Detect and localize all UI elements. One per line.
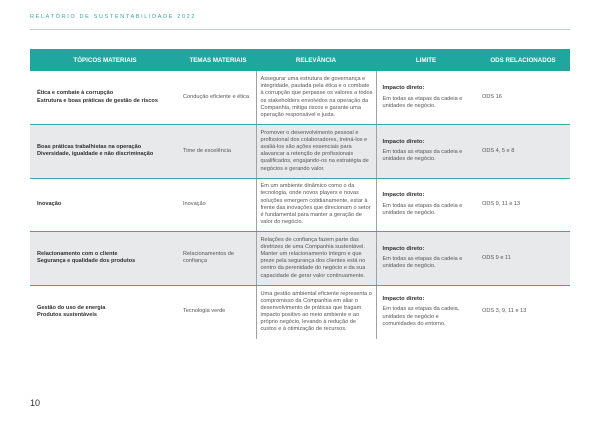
limite-heading: Impacto direto: <box>382 245 425 252</box>
header-divider <box>30 29 570 30</box>
column-header-temas: TEMAS MATERIAIS <box>180 49 256 71</box>
tema-cell: Condução eficiente e ética <box>180 71 256 125</box>
ods-cell: ODS 16 <box>476 71 570 125</box>
limite-text: Em todas as etapas da cadeia e unidades de negócio. <box>382 256 463 270</box>
limite-heading: Impacto direto: <box>382 138 425 145</box>
limite-text: Em todas as etapas da cadeia, unidades de negócio e comunidades do entorno. <box>382 306 460 327</box>
ods-cell: ODS 9 e 11 <box>476 232 570 286</box>
relevancia-cell <box>256 232 376 286</box>
limite-cell <box>376 178 476 232</box>
relevancia-cell <box>256 71 376 125</box>
topic-label: Ética e combate à corrupção <box>37 90 114 97</box>
tema-cell: Tecnologia verde <box>183 308 226 315</box>
relevancia-text: Promover o desenvolvimento pessoal e profissional dos colaboradores, treiná-los e avaliá-los são ações essenciais para alavancar a retenção de profissionais qualificados, engajando-os na estratégia de negócios e gerando valor. <box>260 129 369 172</box>
tema-cell: Relacionamentos de confiança <box>180 232 256 286</box>
topic-label: Inovação <box>37 201 62 208</box>
topic-label: Boas práticas trabalhistas na operação <box>37 144 142 151</box>
topic-cell <box>30 71 180 125</box>
topic-cell <box>30 285 180 339</box>
limite-cell <box>376 232 476 286</box>
topic-label: Estrutura e boas práticas de gestão de riscos <box>37 97 158 104</box>
column-header-limite: LIMITE <box>376 49 476 71</box>
column-header-relevancia: RELEVÂNCIA <box>256 49 376 71</box>
tema-cell: Inovação <box>180 178 256 232</box>
limite-cell <box>376 285 476 339</box>
relevancia-text: Relações de confiança fazem parte das diretrizes de uma Companhia sustentável. Manter um relacionamento íntegro e que preze pela segurança dos clientes está no centro da perenidade do negócio e da sua capacidade de gerar valor continuamente. <box>260 236 366 279</box>
relevancia-text: Assegurar uma estrutura de governança e integridade, pautada pela ética e o combate à corrupção que perpasse os valores a todos os stakeholders envolvidos na operação da Companhia, mitiga riscos e garante uma operação responsável e justa. <box>260 76 373 118</box>
material-topics-table <box>30 49 570 339</box>
topic-label: Diversidade, igualdade e não discriminação <box>37 151 154 158</box>
topic-label: Produtos sustentáveis <box>37 312 97 318</box>
limite-heading: Impacto direto: <box>382 296 425 303</box>
relevancia-text: Uma gestão ambiental eficiente representa o compromisso da Companhia em aliar o desenvolvimento de práticas que tragam impacto positivo ao meio ambiente e ao próprio negócio, levando à redução de custos e à otimização de recursos. <box>260 290 372 333</box>
topic-label: Relacionamento com o cliente <box>37 251 118 258</box>
ods-cell: ODS 4, 5 e 8 <box>476 125 570 179</box>
limite-text: Em todas as etapas da cadeia e unidades de negócio. <box>382 202 463 216</box>
table-header-row <box>30 49 570 71</box>
topic-label: Segurança e qualidade dos produtos <box>37 258 136 265</box>
topic-cell <box>30 178 180 232</box>
relevancia-text: Em um ambiente dinâmico como o da tecnologia, onde novos players e novas soluções emergem cotidianamente, estar à frente das inovações que direcionam o setor é fundamental para manter a geração de valor do negócio. <box>260 183 371 226</box>
relevancia-cell <box>256 125 376 179</box>
limite-cell <box>376 71 476 125</box>
tema-cell: Time de excelência <box>180 125 256 179</box>
column-header-ods: ODS RELACIONADOS <box>476 49 570 71</box>
limite-cell <box>376 125 476 179</box>
topic-cell <box>30 232 180 286</box>
limite-text: Em todas as etapas da cadeia e unidades de negócio. <box>382 95 463 109</box>
relevancia-cell <box>256 285 376 339</box>
limite-heading: Impacto direto: <box>382 192 425 199</box>
table-row <box>30 125 570 179</box>
ods-cell: ODS 3, 9, 11 e 13 <box>482 308 527 315</box>
table-row <box>30 178 570 232</box>
table-row <box>30 232 570 286</box>
page-number: 10 <box>30 398 41 408</box>
table-row <box>30 71 570 125</box>
column-header-topicos: TÓPICOS MATERIAIS <box>30 49 180 71</box>
topic-cell <box>30 125 180 179</box>
limite-heading: Impacto direto: <box>382 85 425 92</box>
limite-text: Em todas as etapas da cadeia e unidades de negócio. <box>382 149 463 163</box>
ods-cell: ODS 9, 11 e 13 <box>476 178 570 232</box>
table-row <box>30 285 570 339</box>
report-title: RELATÓRIO DE SUSTENTABILIDADE 2022 <box>30 14 197 20</box>
relevancia-cell <box>256 178 376 232</box>
topic-label: Gestão do uso de energia <box>37 304 106 311</box>
